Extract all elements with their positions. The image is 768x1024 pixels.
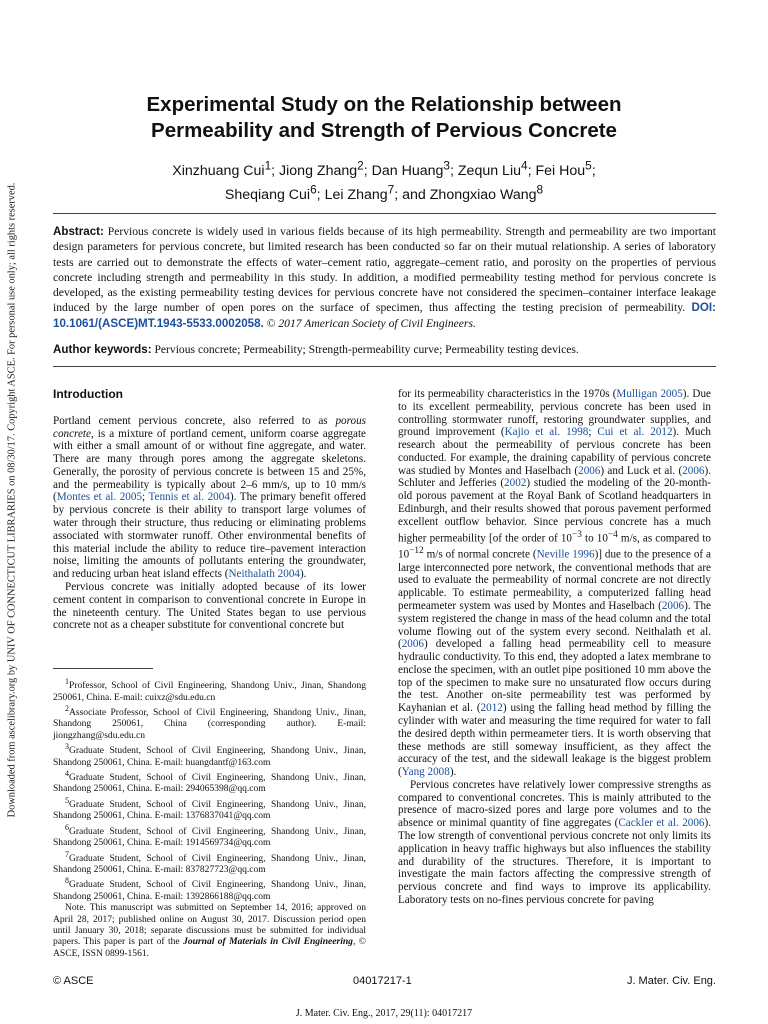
- footnote: $^5$Graduate Student, School of Civil Engineering, Shandong Univ., Jinan, Shandong 250061, China. E-mail: 1376837041@qq.com: [53, 795, 366, 822]
- footer-page-id: 04017217-1: [353, 975, 412, 987]
- reference-link[interactable]: Mulligan 2005: [616, 388, 683, 400]
- author: Sheqiang Cui$^6$;: [224, 182, 325, 204]
- abstract-label: Abstract:: [53, 225, 104, 238]
- reference-link[interactable]: Yang 2008: [401, 766, 450, 779]
- keywords-label: Author keywords:: [53, 343, 152, 356]
- reference-link[interactable]: Cackler et al. 2006: [618, 817, 705, 830]
- keywords-bottom-rule: [53, 366, 716, 367]
- reference-link[interactable]: Tennis et al. 2004: [148, 491, 230, 504]
- download-notice-text: Downloaded from ascelibrary.org by UNIV OF CONNECTICUT LIBRARIES on 08/30/17. Copyright ASCE. For personal use only; all rights reserved.: [6, 182, 18, 818]
- page-footer: [53, 975, 716, 989]
- footnote: $^3$Graduate Student, School of Civil Engineering, Shandong Univ., Jinan, Shandong 250061, China. E-mail: huangdantf@163.com: [53, 742, 366, 768]
- reference-link[interactable]: 2006: [401, 638, 424, 651]
- author-list: [40, 156, 728, 205]
- footnote: $^1$Professor, School of Civil Engineering, Shandong Univ., Jinan, Shandong 250061, China. E-mail: cuixz@sdu.edu.cn: [53, 677, 366, 703]
- reference-link[interactable]: Cui et al. 2012: [597, 426, 673, 439]
- author: Dan Huang$^3$;: [371, 158, 458, 179]
- section-heading-introduction: Introduction: [53, 387, 123, 401]
- author: Fei Hou$^5$;: [535, 158, 596, 179]
- download-notice: [0, 182, 18, 818]
- right-paragraph-1: for its permeability characteristics in the 1970s (Mulligan 2005). Due to its excellent permeability, pervious concrete has been used in controlling stormwater runoff, restoring groundwater supplies, and ground improvement (Kajio et al. 1998; Cui et al. 2012). Much research about the permeability of pervious concrete has been conducted. For example, the draining capability of pervious concrete was studied by Montes and Haselbach (2006) and Luck et al. (2006). Schluter and Jefferies (2002) studied the modeling of the 20-month-old porous pavement at the Royal Bank of Scotland headquarters in Edinburgh, and their results showed that porous pavement performed excellent outflow behavior. Since pervious concrete has a much higher permeability [of the order of $10^{-3}$ to $10^{-4}$ m/s, as compared to $10^{-12}$ m/s of normal concrete (Neville 1996)] due to the presence of a large interconnected pore network, the conventional methods that are used to evaluate the permeability of normal concrete are not directly applicable. To estimate permeability, a computerized falling head permeameter system was used by Montes and Haselbach (2006). The system registered the change in mass of the head column and the total volume flowing out of the system every second. Neithalath et al. (2006) developed a falling head permeability cell to measure hydraulic conductivity. To this end, they adopted a latex membrane to enclose the specimen, with an outlet pipe positioned 10 mm above the top of the specimen to make sure no unsaturated flow occurs during the test. Another on-site permeability test was performed by Kayhanian et al. (2012) using the falling head method by filling the cylinder with water and measuring the time required for water to fall the desired depth within permeameter tiers. It is worth observing that these methods are still someway insufficient, as they affect the accuracy of the test, and the sidewall leakage is the biggest problem (Yang 2008).: [398, 388, 712, 779]
- footnote: $^8$Graduate Student, School of Civil Engineering, Shandong Univ., Jinan, Shandong 250061, China. E-mail: 1392866188@qq.com: [53, 876, 366, 902]
- author: Zhongxiao Wang$^8$: [429, 182, 544, 204]
- left-column: [53, 388, 366, 632]
- reference-link[interactable]: Kajio et al. 1998: [504, 426, 589, 439]
- reference-link[interactable]: Neithalath 2004: [228, 568, 300, 581]
- reference-link[interactable]: 2002: [504, 477, 527, 490]
- intro-paragraph-2: Pervious concrete was initially adopted because of its lower cement content in comparison to conventional concrete in Europe in the nineteenth century. The United States began to use pervious concrete not as a cheaper substitute for conventional concrete but: [53, 580, 366, 632]
- title-line-2: Permeability and Strength of Pervious Concrete: [151, 119, 617, 142]
- footer-journal: J. Mater. Civ. Eng.: [626, 975, 716, 987]
- abstract-text: Pervious concrete is widely used in various fields because of its high permeability. Strength and permeability are two important design parameters for pervious concrete, but limited research has been conducted so far on their mutual relationship. A series of laboratory tests are carried out to demonstrate the effects of water–cement ratio, aggregate–cement ratio, and porosity on the properties of pervious concrete including strength and permeability in this study. In addition, a modified permeability testing method for pervious concrete is developed, as the existing permeability testing devices for pervious concrete have not considered the specimen–container interface leakage induced by the large number of open pores on the surface of specimen, thus affecting the testing precision of permeability.: [53, 225, 716, 315]
- footnotes: [53, 676, 366, 959]
- citation-line: J. Mater. Civ. Eng., 2017, 29(11): 04017217: [295, 1008, 473, 1019]
- title-line-1: Experimental Study on the Relationship between: [146, 93, 622, 116]
- reference-link[interactable]: 2006: [682, 464, 705, 477]
- right-column: [398, 388, 711, 907]
- intro-paragraph-1: Portland cement pervious concrete, also referred to as porous concrete, is a mixture of portland cement, uniform coarse aggregate with either a small amount of or without fine aggregate, and water. There are many through pores among the aggregate skeletons. Generally, the porosity of pervious concrete is between 15 and 25%, and the permeability is typically about 2–6 mm/s, up to 10 mm/s (Montes et al. 2005; Tennis et al. 2004). The primary benefit offered by pervious concrete is their ability to transport large volumes of water through their structure, thus reducing or eliminating problems associated with stormwater runoff. Other environmental benefits of this material include the ability to reduce tire–pavement interaction noise, limiting the amounts of pollutants entering the groundwater, and reducing urban heat island effects (Neithalath 2004).: [53, 414, 366, 581]
- author: Xinzhuang Cui$^1$;: [172, 158, 280, 179]
- footnote-rule: [53, 668, 153, 669]
- submission-note: Note. This manuscript was submitted on September 14, 2016; approved on April 28, 2017; published online on August 30, 2017. Discussion period open until January 30, 2018; separate discussions must be submitted for individual papers. This paper is part of the Journal of Materials in Civil Engineering, © ASCE, ISSN 0899-1561.: [53, 902, 366, 959]
- reference-link[interactable]: Montes et al. 2005: [56, 491, 143, 504]
- paper-title: [40, 92, 728, 144]
- keywords-text: Pervious concrete; Permeability; Strength-permeability curve; Permeability testing devices.: [151, 343, 579, 356]
- copyright: © 2017 American Society of Civil Engineers.: [263, 316, 476, 330]
- footer-left: © ASCE: [53, 975, 94, 987]
- footnote: $^4$Graduate Student, School of Civil Engineering, Shandong Univ., Jinan, Shandong 250061, China. E-mail: 294065398@qq.com: [53, 768, 366, 795]
- abstract-top-rule: [53, 213, 716, 214]
- footnote: $^6$Graduate Student, School of Civil Engineering, Shandong Univ., Jinan, Shandong 250061, China. E-mail: 1914569734@qq.com: [53, 822, 366, 849]
- journal-name: Journal of Materials in Civil Engineering: [183, 936, 353, 948]
- doi-label: DOI:: [691, 301, 716, 315]
- reference-link[interactable]: 2012: [480, 702, 503, 715]
- right-paragraph-2: Pervious concretes have relatively lower compressive strengths as compared to conventional concretes. This is mainly attributed to the presence of macro-sized pores and large pore volumes and to the absence or minimal quantity of fine aggregates (Cackler et al. 2006). The low strength of conventional pervious concrete not only limits its application in heavy traffic highways but also influences the stability and durability of the structures. Therefore, it is important to investigate the main factors affecting the compressive strength of pervious concrete and find ways to improve its applicability. Laboratory tests on no-fines pervious concrete for paving: [398, 778, 711, 906]
- reference-link[interactable]: 2006: [661, 599, 685, 612]
- doi-link[interactable]: 10.1061/(ASCE)MT.1943-5533.0002058.: [53, 316, 264, 330]
- author-keywords: [53, 342, 716, 357]
- reference-link[interactable]: 2006: [578, 464, 601, 477]
- footnote: $^7$Graduate Student, School of Civil Engineering, Shandong Univ., Jinan, Shandong 250061, China. E-mail: 837827723@qq.com: [53, 849, 366, 876]
- footnote: $^2$Associate Professor, School of Civil Engineering, Shandong Univ., Jinan, Shandong 250061, China (corresponding author). E-mail: jiongzhang@sdu.edu.cn: [53, 703, 366, 741]
- author: Jiong Zhang$^2$;: [279, 158, 372, 179]
- author: Zequn Liu$^4$;: [457, 158, 536, 179]
- abstract: [53, 224, 716, 331]
- author: Lei Zhang$^7$; and: [324, 182, 430, 204]
- reference-link[interactable]: Neville 1996: [536, 548, 595, 561]
